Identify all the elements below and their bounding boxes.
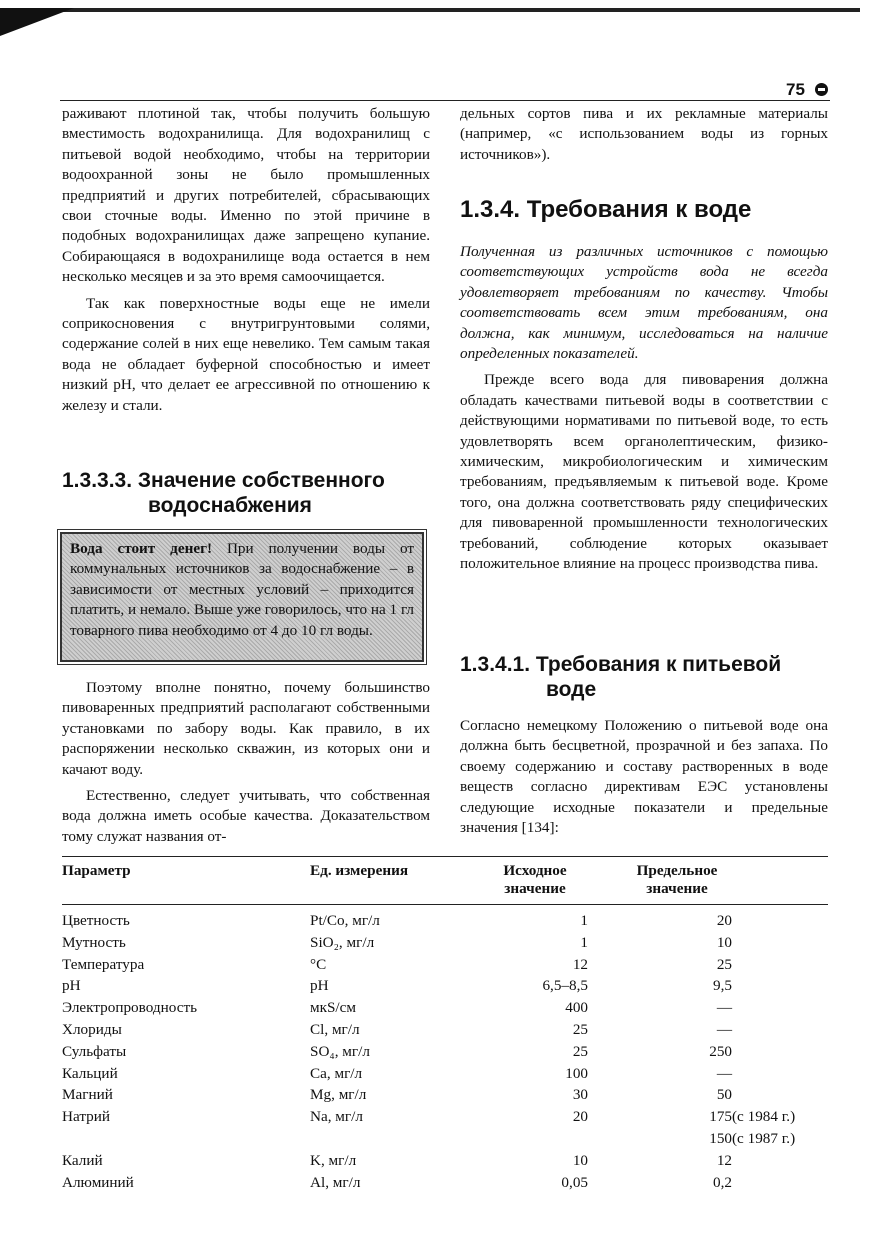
cell-initial: 400: [565, 999, 588, 1017]
cell-note: [732, 1041, 830, 1063]
cell-param: Сульфаты: [62, 1042, 127, 1060]
left-paragraph-3: Поэтому вполне понятно, почему большинство пивоваренных предприятий располагают собственными установками по забору воды. Как правило, в их распоряжении несколько скважин, из которых они и качают воду.: [62, 679, 430, 778]
table-row: [62, 1150, 830, 1172]
cell-param: Алюминий: [62, 1173, 134, 1191]
table-row: [62, 1063, 830, 1085]
header-initial-line2: значение: [504, 880, 566, 897]
table-row: [62, 932, 830, 954]
cell-limit: 12: [716, 1151, 732, 1169]
cell-unit: Mg, мг/л: [310, 1086, 367, 1104]
cell-note: [732, 1063, 830, 1085]
cell-unit: Pt/Co, мг/л: [310, 912, 380, 929]
header-initial: [462, 856, 588, 904]
water-parameters-table: [62, 856, 830, 1193]
cell-note: [732, 1172, 830, 1194]
right-paragraph-1: дельных сортов пива и их рекламные материалы (например, «с использованием воды из горных источников»).: [460, 105, 828, 163]
cell-limit: 175: [709, 1108, 732, 1126]
heading-1-3-3-3: [62, 468, 432, 518]
left-column-bottom: [62, 678, 430, 847]
table-row: [62, 975, 830, 997]
right-paragraph-4: Согласно немецкому Положению о питьевой воде она должна быть бесцветной, прозрачной и без запаха. По своему содержанию и составу растворенных в воде веществ согласно директивам ЕЭС установлены следующие исходные показатели и предельные значения [134]:: [460, 717, 828, 837]
cell-limit: —: [716, 1064, 732, 1082]
cell-unit: Ca, мг/л: [310, 1064, 363, 1082]
cell-unit: SO₄, мг/л: [310, 1042, 370, 1060]
cell-limit: 150: [709, 1129, 732, 1147]
right-column-bottom: [460, 716, 828, 838]
cell-initial: 25: [572, 1042, 588, 1060]
cell-limit: —: [716, 1020, 732, 1038]
heading-line-1: Значение собственного: [137, 469, 385, 492]
highlight-note-box: [60, 532, 424, 662]
table-row: [62, 904, 830, 932]
cell-unit: мкS/см: [310, 999, 357, 1017]
cell-unit: Cl, мг/л: [310, 1020, 360, 1038]
cell-note: [732, 932, 830, 954]
cell-note: (с 1987 г.): [732, 1129, 796, 1147]
cell-note: [732, 975, 830, 997]
cell-param: Калий: [62, 1151, 103, 1169]
left-paragraph-2: Так как поверхностные воды еще не имели соприкосновения с внутригрунтовыми солями, содержание солей в них еще невелико. Тем самым такая вода не обладает буферной способностью и имеет низкий pH, что делает ее агрессивной по отношению к железу и стали.: [62, 294, 430, 414]
cell-param: Натрий: [62, 1108, 110, 1126]
cell-unit: K, мг/л: [310, 1151, 357, 1169]
cell-param: Хлориды: [62, 1020, 122, 1038]
note-bold-lead: Вода стоит денег!: [70, 540, 213, 557]
right-column-middle: [460, 242, 828, 575]
cell-unit: [310, 1128, 462, 1150]
table-row: [62, 1106, 830, 1128]
cell-note: [732, 904, 830, 932]
table-row: [62, 997, 830, 1019]
left-paragraph-4: Естественно, следует учитывать, что собственная вода должна иметь особые качества. Доказательством тому служат названия от-: [62, 787, 430, 845]
cell-limit: 25: [716, 955, 732, 973]
cell-param: Кальций: [62, 1064, 118, 1082]
cell-initial: 10: [572, 1151, 588, 1169]
right-column-top: [460, 104, 828, 165]
cell-unit: °C: [310, 955, 327, 973]
header-rule: [60, 100, 830, 101]
heading-1-3-4: 1.3.4. Требования к воде: [460, 196, 752, 223]
table-row: [62, 954, 830, 976]
header-note: [732, 856, 830, 904]
page-marker-icon: [815, 83, 828, 96]
cell-initial: 100: [565, 1064, 588, 1082]
table-row: [62, 1084, 830, 1106]
cell-initial: 12: [572, 955, 588, 973]
heading-line-2: водоснабжения: [148, 494, 312, 517]
cell-limit: —: [716, 999, 732, 1017]
cell-limit: 250: [709, 1042, 732, 1060]
cell-param: pH: [62, 977, 81, 995]
right-paragraph-3: Прежде всего вода для пивоварения должна обладать качествами питьевой воды в соответствии с действующими нормативами по питьевой воде, то есть удовлетворять всем органолептическим, физико-химическим, микробиологическим и химическим требованиям, предъявляемым к питьевой воде. Кроме того, она должна соответствовать ряду специфических для пивоваренной промышленности технологических требований, соблюдение которых оказывает положительное влияние на процесс производства пива.: [460, 371, 828, 573]
cell-initial: 6,5–8,5: [542, 977, 588, 995]
header-limit-line1: Предельное: [636, 862, 718, 879]
corner-wedge-decoration: [0, 8, 74, 36]
cell-note: [732, 954, 830, 976]
heading-number: 1.3.3.3.: [62, 469, 133, 492]
left-column-top: [62, 104, 430, 416]
cell-note: [732, 1150, 830, 1172]
table-header-row: [62, 856, 830, 904]
table-row: [62, 1172, 830, 1194]
cell-note: (с 1984 г.): [732, 1108, 796, 1126]
cell-initial: 20: [572, 1108, 588, 1126]
cell-param: [62, 1128, 310, 1150]
cell-unit: Al, мг/л: [310, 1173, 361, 1191]
header-unit: Ед. измерения: [310, 862, 409, 879]
cell-param: Мутность: [62, 933, 126, 951]
note-text: При получении воды от коммунальных источников за водоснабжение – в зависимости от местных условий – приходится платить, и немало. Выше уже говорилось, что на 1 гл товарного пива необходимо от 4 до 10 гл воды.: [70, 540, 414, 639]
cell-unit: Na, мг/л: [310, 1108, 363, 1126]
table-row: [62, 1019, 830, 1041]
cell-limit: 9,5: [713, 977, 732, 995]
cell-initial: 25: [572, 1020, 588, 1038]
right-paragraph-2: Полученная из различных источников с помощью соответствующих устройств вода не всегда удовлетворяет требованиям по качеству. Чтобы соответствовать всем этим требованиям, она должна, как минимум, исследоваться на наличие определенных показателей.: [460, 243, 828, 363]
heading-number: 1.3.4.1.: [460, 653, 531, 676]
cell-unit: pH: [310, 977, 329, 995]
cell-limit: 10: [716, 933, 732, 951]
cell-param: Магний: [62, 1086, 113, 1104]
left-paragraph-1: раживают плотиной так, чтобы получить большую вместимость водохранилища. Для водохранилищ с питьевой водой необходимо, чтобы на территории водоохранной зоны не было промышленных предприятий и других потребителей, сбрасывающих свои сточные воды. Именно по этой причине в подобных водохранилищах даже запрещено купание. Собирающаяся в водохранилище вода остается в нем несколько месяцев и за это время самоочищается.: [62, 105, 430, 286]
cell-note: [732, 997, 830, 1019]
cell-param: Цветность: [62, 912, 130, 929]
cell-initial: 1: [580, 912, 588, 929]
header-limit-line2: значение: [646, 880, 708, 897]
cell-limit: 20: [716, 912, 732, 929]
cell-unit: SiO₂, мг/л: [310, 933, 375, 951]
heading-line-2: воде: [546, 678, 597, 701]
cell-initial: 0,05: [561, 1173, 588, 1191]
page-number: 75: [786, 80, 805, 99]
cell-initial: [462, 1128, 588, 1150]
top-border-rule: [0, 8, 860, 12]
cell-note: [732, 1019, 830, 1041]
header-initial-line1: Исходное: [503, 862, 567, 879]
heading-line-1: Требования к питьевой: [535, 653, 782, 676]
cell-note: [732, 1084, 830, 1106]
cell-param: Температура: [62, 955, 145, 973]
cell-limit: 50: [716, 1086, 732, 1104]
table-row: [62, 1128, 830, 1150]
cell-initial: 30: [572, 1086, 588, 1104]
header-limit: [588, 856, 732, 904]
header-param: Параметр: [62, 862, 131, 879]
cell-limit: 0,2: [713, 1173, 732, 1191]
cell-param: Электропроводность: [62, 999, 198, 1017]
heading-1-3-4-1: [460, 652, 830, 702]
cell-initial: 1: [580, 933, 588, 951]
table-row: [62, 1041, 830, 1063]
